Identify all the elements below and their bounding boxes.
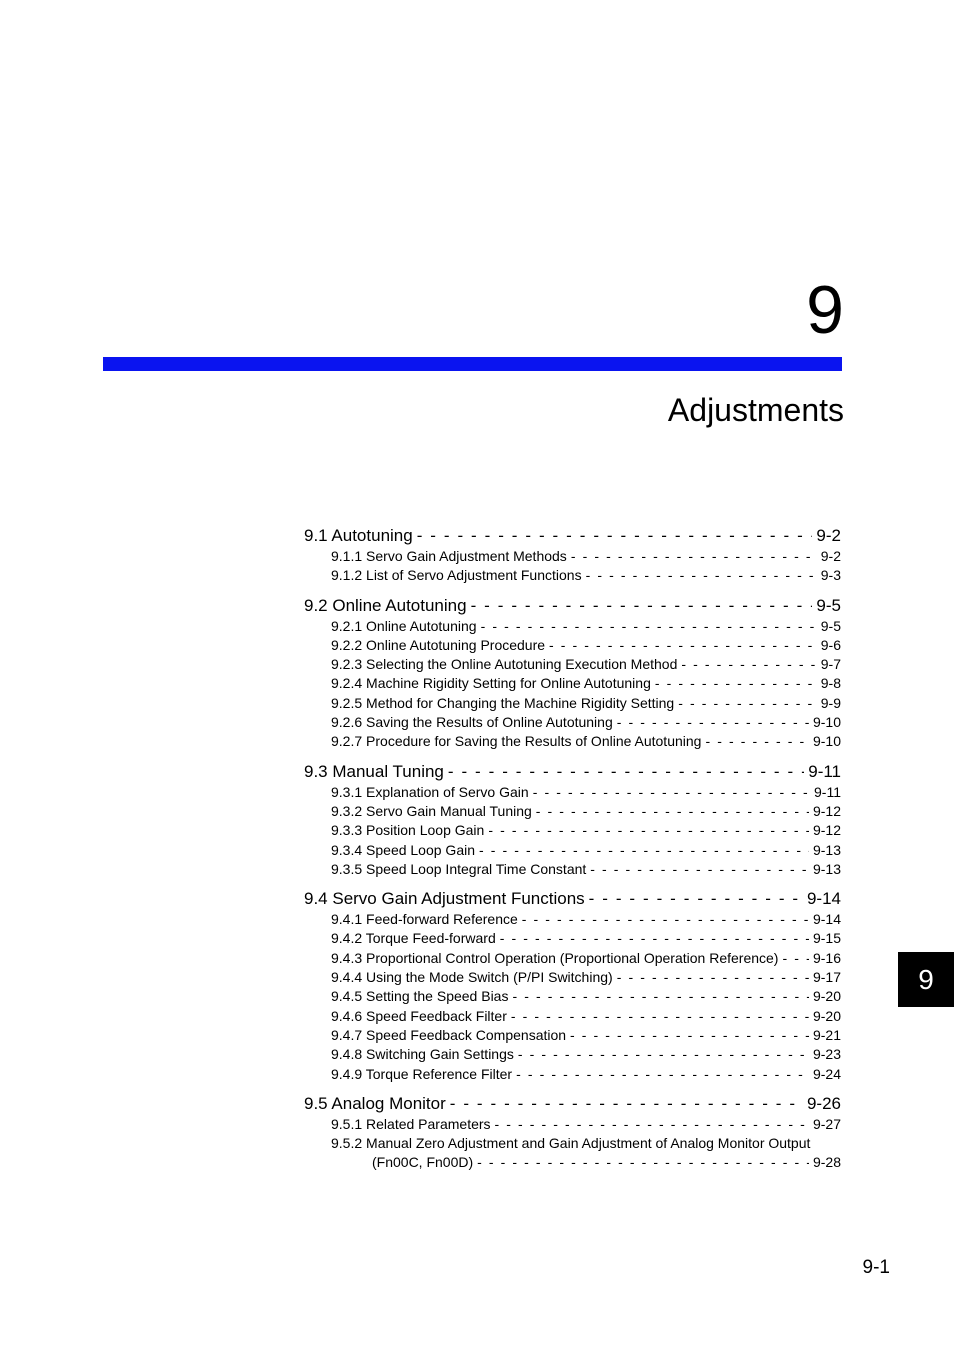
toc-page-ref: 9-14 (806, 889, 841, 909)
toc-entry[interactable] (304, 910, 841, 929)
toc-page-ref: 9-5 (816, 595, 841, 615)
toc-page-ref: 9-16 (812, 949, 841, 966)
dot-leader (586, 566, 817, 585)
dot-leader (617, 968, 809, 987)
toc-page-ref: 9-12 (812, 802, 841, 819)
toc-entry[interactable] (304, 802, 841, 821)
toc-section-heading-label: 9.2 Online Autotuning (304, 595, 467, 615)
toc-page-ref: 9-8 (820, 675, 841, 692)
toc-page-ref: 9-7 (820, 656, 841, 673)
dot-leader (655, 674, 817, 693)
dot-leader (448, 761, 804, 783)
toc-entry[interactable] (304, 674, 841, 693)
chapter-side-tab: 9 (898, 952, 954, 1007)
toc-page-ref: 9-12 (812, 822, 841, 839)
toc-page-ref: 9-26 (806, 1093, 841, 1113)
toc-page-ref: 9-2 (816, 526, 841, 545)
toc-entry-label: 9.2.3 Selecting the Online Autotuning Execution Method (331, 656, 678, 673)
toc-section-heading-label: 9.5 Analog Monitor (304, 1093, 446, 1113)
toc-entry[interactable] (304, 783, 841, 802)
dot-leader (500, 929, 809, 948)
toc-section (304, 761, 841, 879)
dot-leader (512, 987, 809, 1006)
toc-section-heading[interactable] (304, 595, 841, 617)
toc-section-heading[interactable] (304, 525, 841, 547)
toc-entry-label: 9.4.3 Proportional Control Operation (Proportional Operation Reference) (331, 949, 779, 966)
dot-leader (522, 910, 809, 929)
toc-page-ref: 9-10 (812, 733, 841, 750)
toc-entry[interactable] (304, 694, 841, 713)
toc-entry[interactable] (304, 821, 841, 840)
toc-entry-label: 9.2.6 Saving the Results of Online Autotuning (331, 714, 613, 731)
toc-entry-label: 9.4.8 Switching Gain Settings (331, 1046, 514, 1063)
toc-entry[interactable] (304, 566, 841, 585)
toc-entry-label: 9.4.7 Speed Feedback Compensation (331, 1026, 567, 1043)
toc-entry[interactable] (304, 1134, 841, 1153)
dot-leader (516, 1065, 809, 1084)
toc-entry[interactable] (304, 929, 841, 948)
dot-leader (705, 732, 809, 751)
toc-entry[interactable] (304, 987, 841, 1006)
dot-leader (477, 1153, 809, 1172)
toc-page-ref: 9-9 (820, 694, 841, 711)
table-of-contents (304, 525, 841, 1182)
toc-page-ref: 9-21 (812, 1026, 841, 1043)
toc-section (304, 1093, 841, 1173)
toc-entry-label: 9.2.2 Online Autotuning Procedure (331, 636, 546, 653)
toc-entry[interactable] (304, 1065, 841, 1084)
toc-entry[interactable] (304, 547, 841, 566)
dot-leader (488, 821, 809, 840)
toc-section-heading[interactable] (304, 1093, 841, 1115)
toc-page-ref: 9-20 (812, 1007, 841, 1024)
page-number: 9-1 (862, 1257, 890, 1278)
toc-page-ref: 9-3 (820, 567, 841, 584)
chapter-divider-bar (103, 357, 842, 371)
toc-page-ref: 9-23 (812, 1046, 841, 1063)
dot-leader (450, 1093, 803, 1115)
toc-page-ref: 9-28 (812, 1154, 841, 1171)
dot-leader (678, 694, 817, 713)
toc-entry[interactable] (304, 655, 841, 674)
toc-page-ref: 9-13 (812, 860, 841, 877)
toc-page-ref: 9-6 (820, 636, 841, 653)
toc-page-ref: 9-13 (812, 841, 841, 858)
toc-entry[interactable] (304, 949, 841, 968)
dot-leader (533, 783, 810, 802)
dot-leader (681, 655, 816, 674)
toc-entry[interactable] (304, 841, 841, 860)
chapter-title: Adjustments (667, 392, 844, 428)
toc-entry-label: 9.2.4 Machine Rigidity Setting for Online Autotuning (331, 675, 651, 692)
toc-entry-label: 9.3.1 Explanation of Servo Gain (331, 783, 529, 800)
dot-leader (536, 802, 809, 821)
dot-leader (589, 888, 803, 910)
toc-page-ref: 9-15 (812, 930, 841, 947)
toc-entry-label: 9.2.1 Online Autotuning (331, 617, 477, 634)
toc-entry-label: 9.4.5 Setting the Speed Bias (331, 988, 509, 1005)
toc-entry[interactable] (304, 636, 841, 655)
dot-leader (495, 1115, 809, 1134)
toc-entry-label: 9.5.2 Manual Zero Adjustment and Gain Adjustment of Analog Monitor Output (331, 1135, 811, 1152)
toc-section-heading-label: 9.3 Manual Tuning (304, 761, 444, 781)
toc-entry-label: 9.4.1 Feed-forward Reference (331, 911, 518, 928)
toc-section (304, 525, 841, 586)
toc-entry-label: 9.4.2 Torque Feed-forward (331, 930, 496, 947)
dot-leader (518, 1045, 809, 1064)
toc-section-heading-label: 9.1 Autotuning (304, 526, 413, 545)
dot-leader (549, 636, 817, 655)
dot-leader (571, 547, 817, 566)
toc-entry-label: 9.5.1 Related Parameters (331, 1115, 491, 1132)
toc-page-ref: 9-17 (812, 969, 841, 986)
dot-leader (417, 525, 813, 547)
dot-leader (511, 1007, 809, 1026)
toc-section (304, 595, 841, 752)
dot-leader (782, 949, 809, 968)
toc-section-heading[interactable] (304, 888, 841, 910)
dot-leader (570, 1026, 809, 1045)
dot-leader (590, 860, 809, 879)
toc-entry-label: 9.4.4 Using the Mode Switch (P/PI Switching) (331, 969, 613, 986)
toc-entry[interactable] (304, 1026, 841, 1045)
toc-entry[interactable] (304, 1045, 841, 1064)
toc-entry[interactable] (304, 968, 841, 987)
toc-entry[interactable] (304, 617, 841, 636)
dot-leader (479, 841, 809, 860)
toc-entry-label: 9.2.5 Method for Changing the Machine Rigidity Setting (331, 694, 675, 711)
dot-leader (481, 617, 817, 636)
toc-page-ref: 9-20 (812, 988, 841, 1005)
toc-page-ref: 9-11 (808, 761, 841, 781)
toc-page-ref: 9-27 (812, 1115, 841, 1132)
toc-entry[interactable] (304, 713, 841, 732)
toc-entry-label: 9.2.7 Procedure for Saving the Results of Online Autotuning (331, 733, 702, 750)
toc-section-heading-label: 9.4 Servo Gain Adjustment Functions (304, 889, 585, 909)
dot-leader (471, 595, 813, 617)
chapter-number: 9 (806, 272, 844, 348)
toc-page-ref: 9-24 (812, 1065, 841, 1082)
toc-entry-label: 9.3.2 Servo Gain Manual Tuning (331, 802, 532, 819)
toc-entry-label: (Fn00C, Fn00D) (372, 1154, 474, 1171)
toc-entry-label: 9.3.5 Speed Loop Integral Time Constant (331, 860, 587, 877)
toc-entry-label: 9.3.4 Speed Loop Gain (331, 841, 476, 858)
toc-entry[interactable] (304, 1007, 841, 1026)
toc-entry-label: 9.1.1 Servo Gain Adjustment Methods (331, 548, 567, 564)
toc-entry[interactable] (304, 1115, 841, 1134)
toc-page-ref: 9-5 (820, 617, 841, 634)
toc-entry-label: 9.3.3 Position Loop Gain (331, 822, 485, 839)
toc-page-ref: 9-14 (812, 911, 841, 928)
toc-entry-continuation[interactable] (304, 1153, 841, 1172)
toc-page-ref: 9-10 (812, 714, 841, 731)
toc-entry[interactable] (304, 732, 841, 751)
toc-section-heading[interactable] (304, 761, 841, 783)
toc-entry-label: 9.1.2 List of Servo Adjustment Functions (331, 567, 582, 584)
toc-entry-label: 9.4.6 Speed Feedback Filter (331, 1007, 507, 1024)
dot-leader (617, 713, 809, 732)
toc-section (304, 888, 841, 1084)
toc-page-ref: 9-11 (814, 783, 841, 800)
toc-entry[interactable] (304, 860, 841, 879)
toc-entry-label: 9.4.9 Torque Reference Filter (331, 1065, 513, 1082)
toc-page-ref: 9-2 (820, 548, 841, 564)
